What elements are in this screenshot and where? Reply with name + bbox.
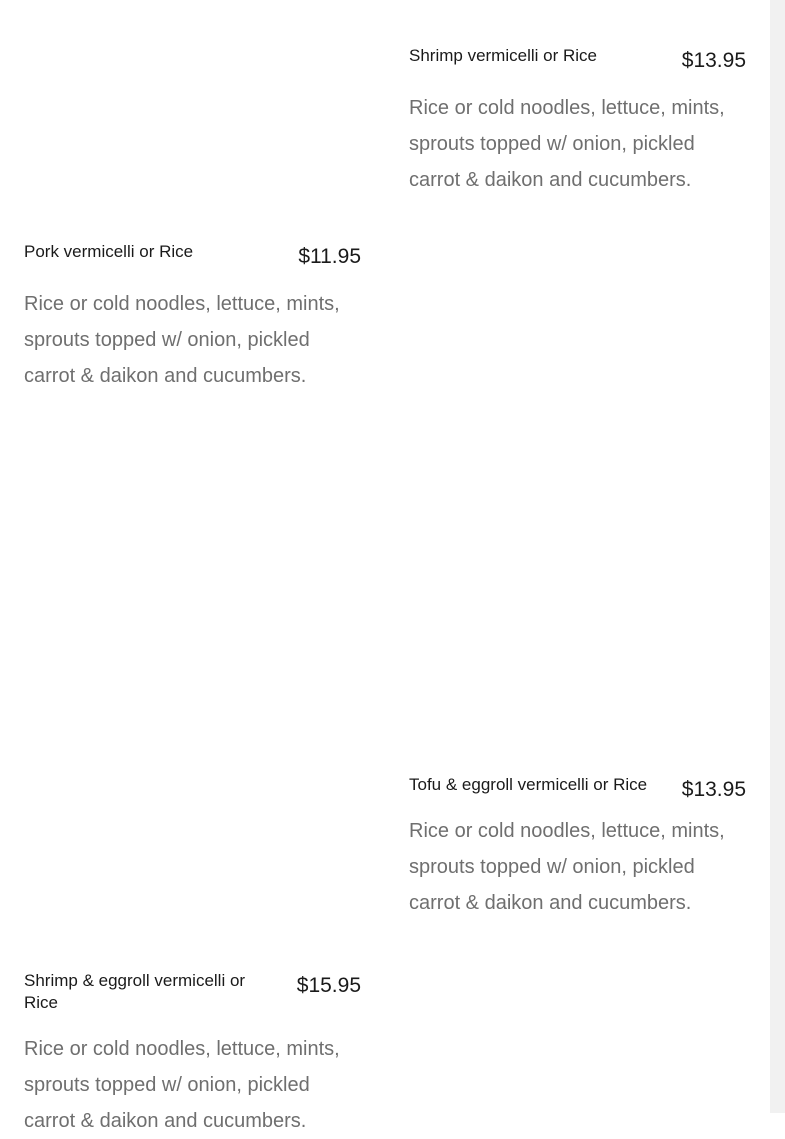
menu-item-name: Pork vermicelli or Rice <box>24 242 194 261</box>
menu-item-header <box>409 45 746 72</box>
scrollbar-track[interactable] <box>770 0 785 1113</box>
menu-item-tofu-eggroll-vermicelli <box>409 774 746 921</box>
menu-item-price: $15.95 <box>296 974 361 997</box>
menu-item-name: Tofu & eggroll vermicelli or Rice <box>409 775 648 794</box>
menu-item-description: Rice or cold noodles, lettuce, mints, sprouts topped w/ onion, pickled carrot & daikon and cucumbers. <box>409 820 725 914</box>
menu-item-price: $13.95 <box>681 778 746 801</box>
menu-item-shrimp-eggroll-vermicelli <box>24 970 361 1139</box>
menu-item-shrimp-vermicelli <box>409 45 746 198</box>
menu-item-price: $13.95 <box>681 49 746 72</box>
menu-item-header <box>24 970 361 1014</box>
menu-item-description: Rice or cold noodles, lettuce, mints, sprouts topped w/ onion, pickled carrot & daikon and cucumbers. <box>24 293 340 387</box>
menu-item-description: Rice or cold noodles, lettuce, mints, sprouts topped w/ onion, pickled carrot & daikon and cucumbers. <box>409 97 725 191</box>
menu-item-header <box>24 241 361 268</box>
menu-item-name: Shrimp & eggroll vermicelli or Rice <box>24 971 246 1012</box>
menu-item-header <box>409 774 746 801</box>
menu-item-price: $11.95 <box>298 245 361 268</box>
menu-item-pork-vermicelli <box>24 241 361 394</box>
menu-item-name: Shrimp vermicelli or Rice <box>409 46 597 65</box>
menu-item-description: Rice or cold noodles, lettuce, mints, sprouts topped w/ onion, pickled carrot & daikon and cucumbers. <box>24 1038 340 1132</box>
